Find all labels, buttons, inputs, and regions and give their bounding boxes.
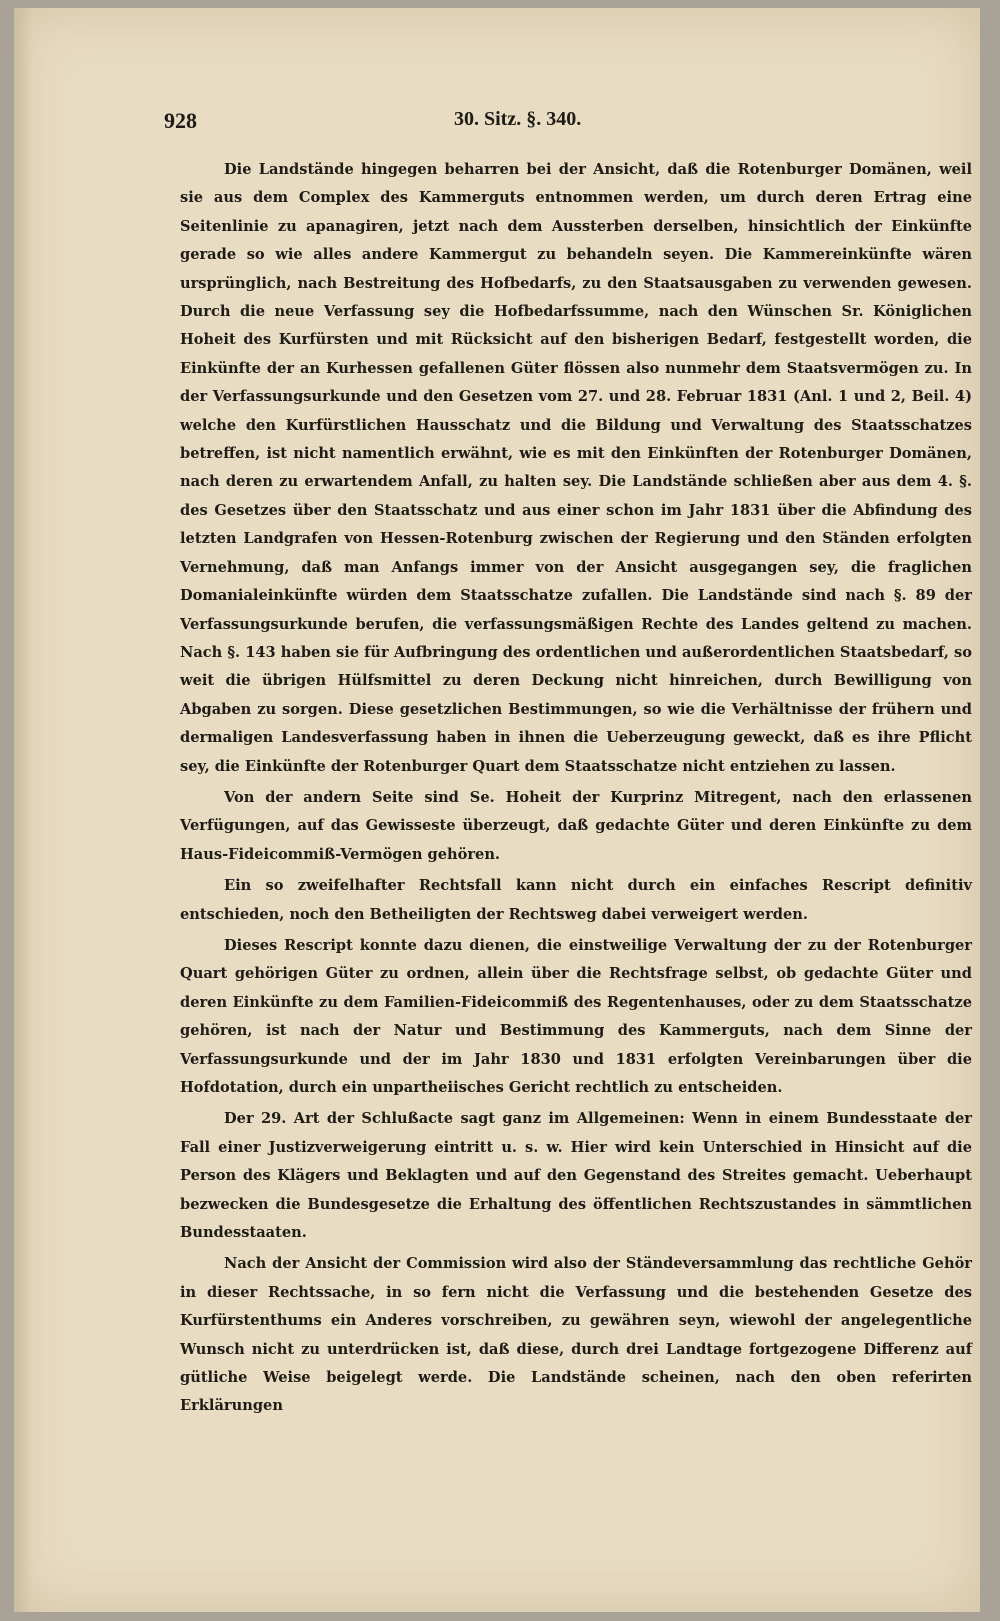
- page-edge-shadow: [14, 8, 32, 1612]
- page-number: 928: [164, 108, 197, 133]
- book-page: [14, 8, 980, 1612]
- paragraph: Die Landstände hingegen beharren bei der Ansicht, daß die Rotenburger Domänen, weil sie aus dem Complex des Kammerguts entnommen werden, um durch deren Ertrag eine Seitenlinie zu apanagiren, jetzt nach dem Aussterben derselben, hinsichtlich der Einkünfte gerade so wie alles andere Kammergut zu behandeln seyen. Die Kammereinkünfte wären ursprünglich, nach Bestreitung des Hofbedarfs, zu den Staatsausgaben zu verwenden gewesen. Durch die neue Verfassung sey die Hofbedarfssumme, nach den Wünschen Sr. Königlichen Hoheit des Kurfürsten und mit Rücksicht auf den bisherigen Bedarf, festgestellt worden, die Einkünfte der an Kurhessen gefallenen Güter flössen also nunmehr dem Staatsvermögen zu. In der Verfassungsurkunde und den Gesetzen vom 27. und 28. Februar 1831 (Anl. 1 und 2, Beil. 4) welche den Kurfürstlichen Hausschatz und die Bildung und Verwaltung des Staatsschatzes betreffen, ist nicht namentlich erwähnt, wie es mit den Einkünften der Rotenburger Domänen, nach deren zu erwartendem Anfall, zu halten sey. Die Landstände schließen aber aus dem 4. §. des Gesetzes über den Staatsschatz und aus einer schon im Jahr 1831 über die Abfindung des letzten Landgrafen von Hessen-Rotenburg zwischen der Regierung und den Ständen erfolgten Vernehmung, daß man Anfangs immer von der Ansicht ausgegangen sey, die fraglichen Domanialeinkünfte würden dem Staatsschatze zufallen. Die Landstände sind nach §. 89 der Verfassungsurkunde berufen, die verfassungsmäßigen Rechte des Landes geltend zu machen. Nach §. 143 haben sie für Aufbringung des ordentlichen und außerordentlichen Staatsbedarf, so weit die übrigen Hülfsmittel zu deren Deckung nicht hinreichen, durch Bewilligung von Abgaben zu sorgen. Diese gesetzlichen Bestimmungen, so wie die Verhältnisse der frühern und dermaligen Landesverfassung haben in ihnen die Ueberzeugung geweckt, daß es ihre Pflicht sey, die Einkünfte der Rotenburger Quart dem Staatsschatze nicht entziehen zu lassen.: [180, 161, 972, 775]
- paragraph: Von der andern Seite sind Se. Hoheit der Kurprinz Mitregent, nach den erlassenen Verfügungen, auf das Gewisseste überzeugt, daß gedachte Güter und deren Einkünfte zu dem Haus-Fideicommiß-Vermögen gehören.: [180, 788, 972, 863]
- paragraph: Der 29. Art der Schlußacte sagt ganz im Allgemeinen: Wenn in einem Bundesstaate der Fall einer Justizverweigerung eintritt u. s. w. Hier wird kein Unterschied in Hinsicht auf die Person des Klägers und Beklagten und auf den Gegenstand des Streites gemacht. Ueberhaupt bezwecken die Bundesgesetze die Erhaltung des öffentlichen Rechtszustandes in sämmtlichen Bundesstaaten.: [180, 1110, 972, 1242]
- running-head: 30. Sitz. §. 340.: [454, 108, 582, 130]
- paragraph: Dieses Rescript konnte dazu dienen, die einstweilige Verwaltung der zu der Rotenburger Quart gehörigen Güter zu ordnen, allein über die Rechtsfrage selbst, ob gedachte Güter und deren Einkünfte zu dem Familien-Fideicommiß des Regentenhauses, oder zu dem Staatsschatze gehören, ist nach der Natur und Bestimmung des Kammerguts, nach dem Sinne der Verfassungsurkunde und der im Jahr 1830 und 1831 erfolgten Vereinbarungen über die Hofdotation, durch ein unpartheiisches Gericht rechtlich zu entscheiden.: [180, 936, 972, 1096]
- page-header: [164, 108, 970, 142]
- paragraph: Nach der Ansicht der Commission wird also der Ständeversammlung das rechtliche Gehör in dieser Rechtssache, in so fern nicht die Verfassung und die bestehenden Gesetze des Kurfürstenthums ein Anderes vorschreiben, zu gewähren seyn, wiewohl der angelegentliche Wunsch nicht zu unterdrücken ist, daß diese, durch drei Landtage fortgezogene Differenz auf gütliche Weise beigelegt werde. Die Landstände scheinen, nach den oben referirten Erklärungen: [180, 1255, 972, 1415]
- body-text: [180, 156, 972, 1424]
- paragraph: Ein so zweifelhafter Rechtsfall kann nicht durch ein einfaches Rescript definitiv entschieden, noch den Betheiligten der Rechtsweg dabei verweigert werden.: [180, 877, 972, 923]
